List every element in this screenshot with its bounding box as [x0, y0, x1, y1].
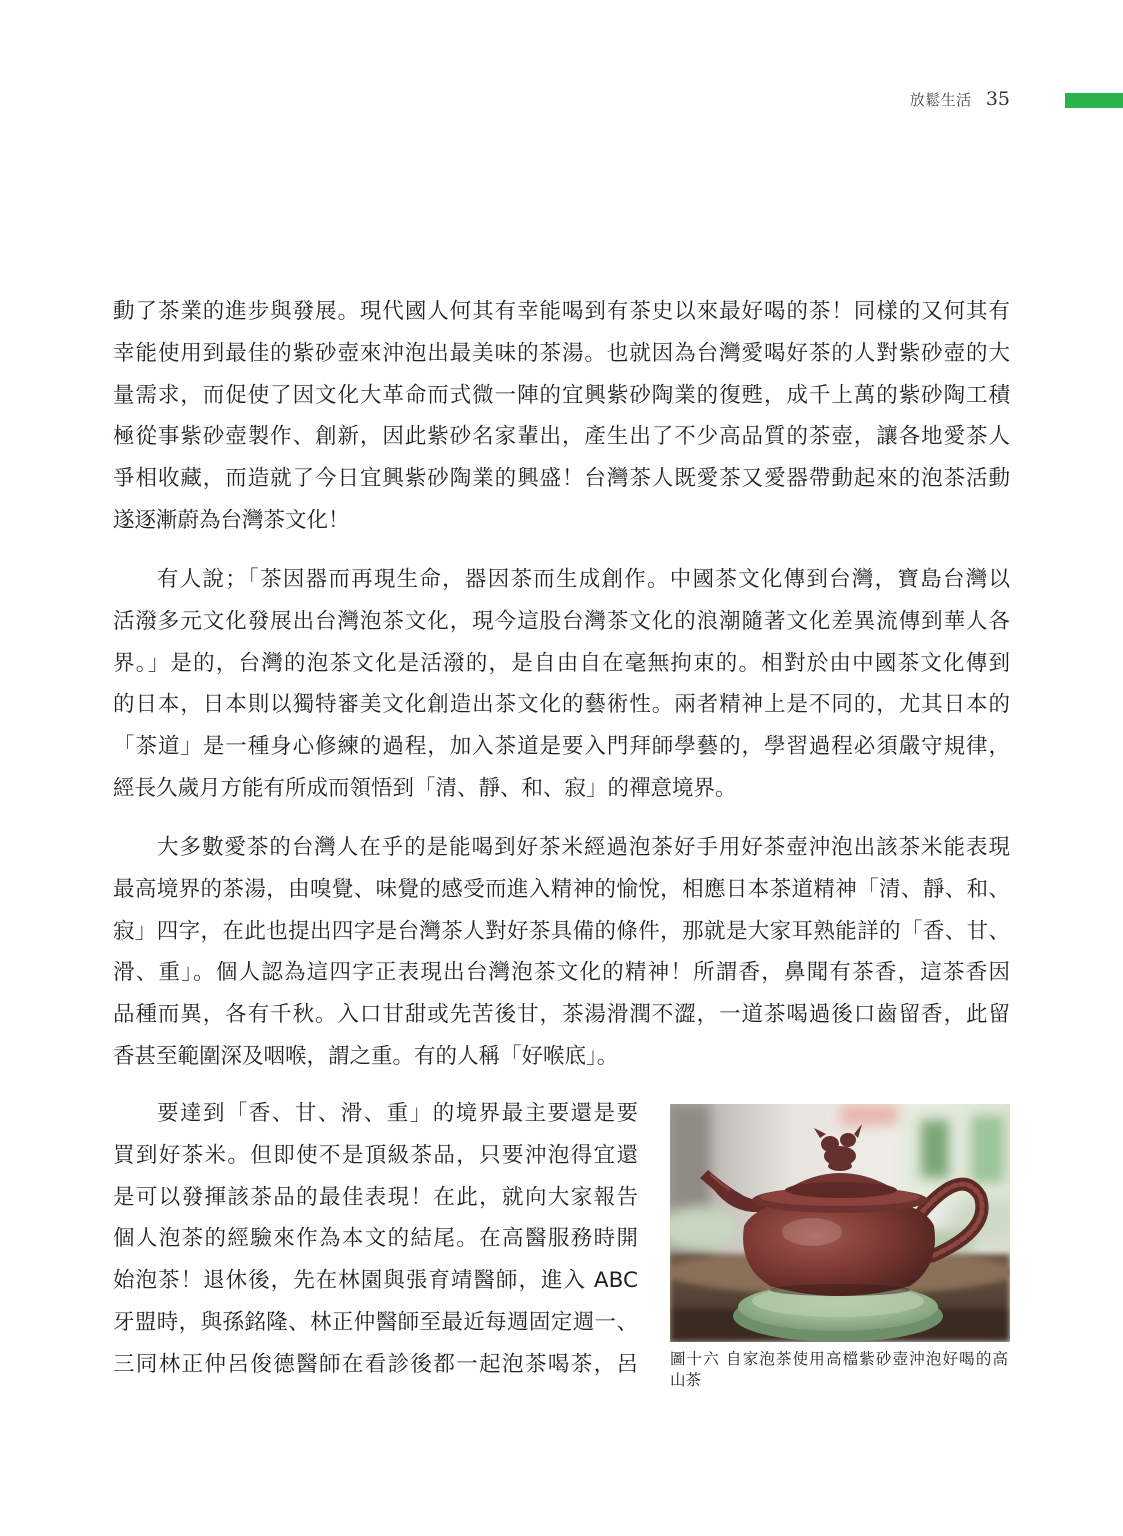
caption-line: 圖十六 自家泡茶使用高檔紫砂壺沖泡好喝的高 [670, 1350, 1008, 1368]
text-line: 牙盟時，與孫銘隆、林正仲醫師至最近每週固定週一、 [113, 1309, 638, 1335]
teapot-photo [670, 1104, 1010, 1342]
text-line: 始泡茶！退休後，先在林園與張育靖醫師，進入 ABC [113, 1268, 638, 1294]
article-paragraph-1 [113, 291, 1010, 542]
text-line: 有人說；「茶因器而再現生命，器因茶而生成創作。中國茶文化傳到台灣，寶島台灣以 [157, 567, 1010, 592]
header-accent-bar [1065, 93, 1123, 108]
text-line: 是可以發揮該茶品的最佳表現！在此，就向大家報告 [113, 1184, 638, 1210]
text-line: 寂」四字，在此也提出四字是台灣茶人對好茶具備的條件，那就是大家耳熟能詳的「香、甘、 [113, 918, 1010, 944]
text-line: 動了茶業的進步與發展。現代國人何其有幸能喝到有茶史以來最好喝的茶！同樣的又何其有 [113, 299, 1010, 324]
article-paragraph-2 [113, 559, 1010, 810]
text-line: 三同林正仲呂俊德醫師在看診後都一起泡茶喝茶，呂 [113, 1351, 638, 1377]
page-number: 35 [985, 88, 1010, 110]
text-line: 幸能使用到最佳的紫砂壺來沖泡出最美味的茶湯。也就因為台灣愛喝好茶的人對紫砂壺的大 [113, 340, 1010, 366]
text-line: 品種而異，各有千秋。入口甘甜或先苦後甘，茶湯滑潤不澀，一道茶喝過後口齒留香，此留 [113, 1002, 1010, 1028]
text-line: 個人泡茶的經驗來作為本文的結尾。在高醫服務時開 [113, 1226, 638, 1252]
figure-photo [670, 1104, 1010, 1342]
figure-caption [670, 1349, 1008, 1391]
text-line: 「茶道」是一種身心修練的過程，加入茶道是要入門拜師學藝的，學習過程必須嚴守規律， [113, 734, 1010, 760]
article-paragraph-4 [113, 1093, 638, 1386]
text-line: 經長久歲月方能有所成而領悟到「清、靜、和、寂」的禪意境界。 [113, 775, 737, 801]
text-line: 最高境界的茶湯，由嗅覺、味覺的感受而進入精神的愉悅，相應日本茶道精神「清、靜、和、 [113, 876, 1010, 902]
text-line: 量需求，而促使了因文化大革命而式微一陣的宜興紫砂陶業的復甦，成千上萬的紫砂陶工積 [113, 382, 1010, 408]
text-line: 香甚至範圍深及咽喉，謂之重。有的人稱「好喉底」。 [113, 1043, 619, 1069]
text-line: 極從事紫砂壺製作、創新，因此紫砂名家輩出，產生出了不少高品質的茶壺，讓各地愛茶人 [113, 424, 1010, 450]
running-header [910, 88, 1010, 110]
article-paragraph-3 [113, 827, 1010, 1078]
text-line: 界。」是的，台灣的泡茶文化是活潑的，是自由自在毫無拘束的。相對於由中國茶文化傳到 [113, 650, 1010, 676]
text-line: 活潑多元文化發展出台灣泡茶文化，現今這股台灣茶文化的浪潮隨著文化差異流傳到華人各 [113, 608, 1010, 634]
section-title: 放鬆生活 [909, 91, 972, 109]
text-line: 滑、重」。個人認為這四字正表現出台灣泡茶文化的精神！所謂香，鼻聞有茶香，這茶香因 [113, 960, 1010, 986]
text-line: 買到好茶米。但即使不是頂級茶品，只要沖泡得宜還 [113, 1142, 638, 1168]
caption-line: 山茶 [670, 1371, 702, 1389]
text-line: 的日本，日本則以獨特審美文化創造出茶文化的藝術性。兩者精神上是不同的，尤其日本的 [113, 692, 1010, 718]
text-line: 遂逐漸蔚為台灣茶文化！ [113, 507, 350, 533]
text-line: 大多數愛茶的台灣人在乎的是能喝到好茶米經過泡茶好手用好茶壺沖泡出該茶米能表現 [157, 835, 1010, 860]
text-line: 要達到「香、甘、滑、重」的境界最主要還是要 [157, 1101, 638, 1126]
text-line: 爭相收藏，而造就了今日宜興紫砂陶業的興盛！台灣茶人既愛茶又愛器帶動起來的泡茶活動 [113, 466, 1010, 492]
